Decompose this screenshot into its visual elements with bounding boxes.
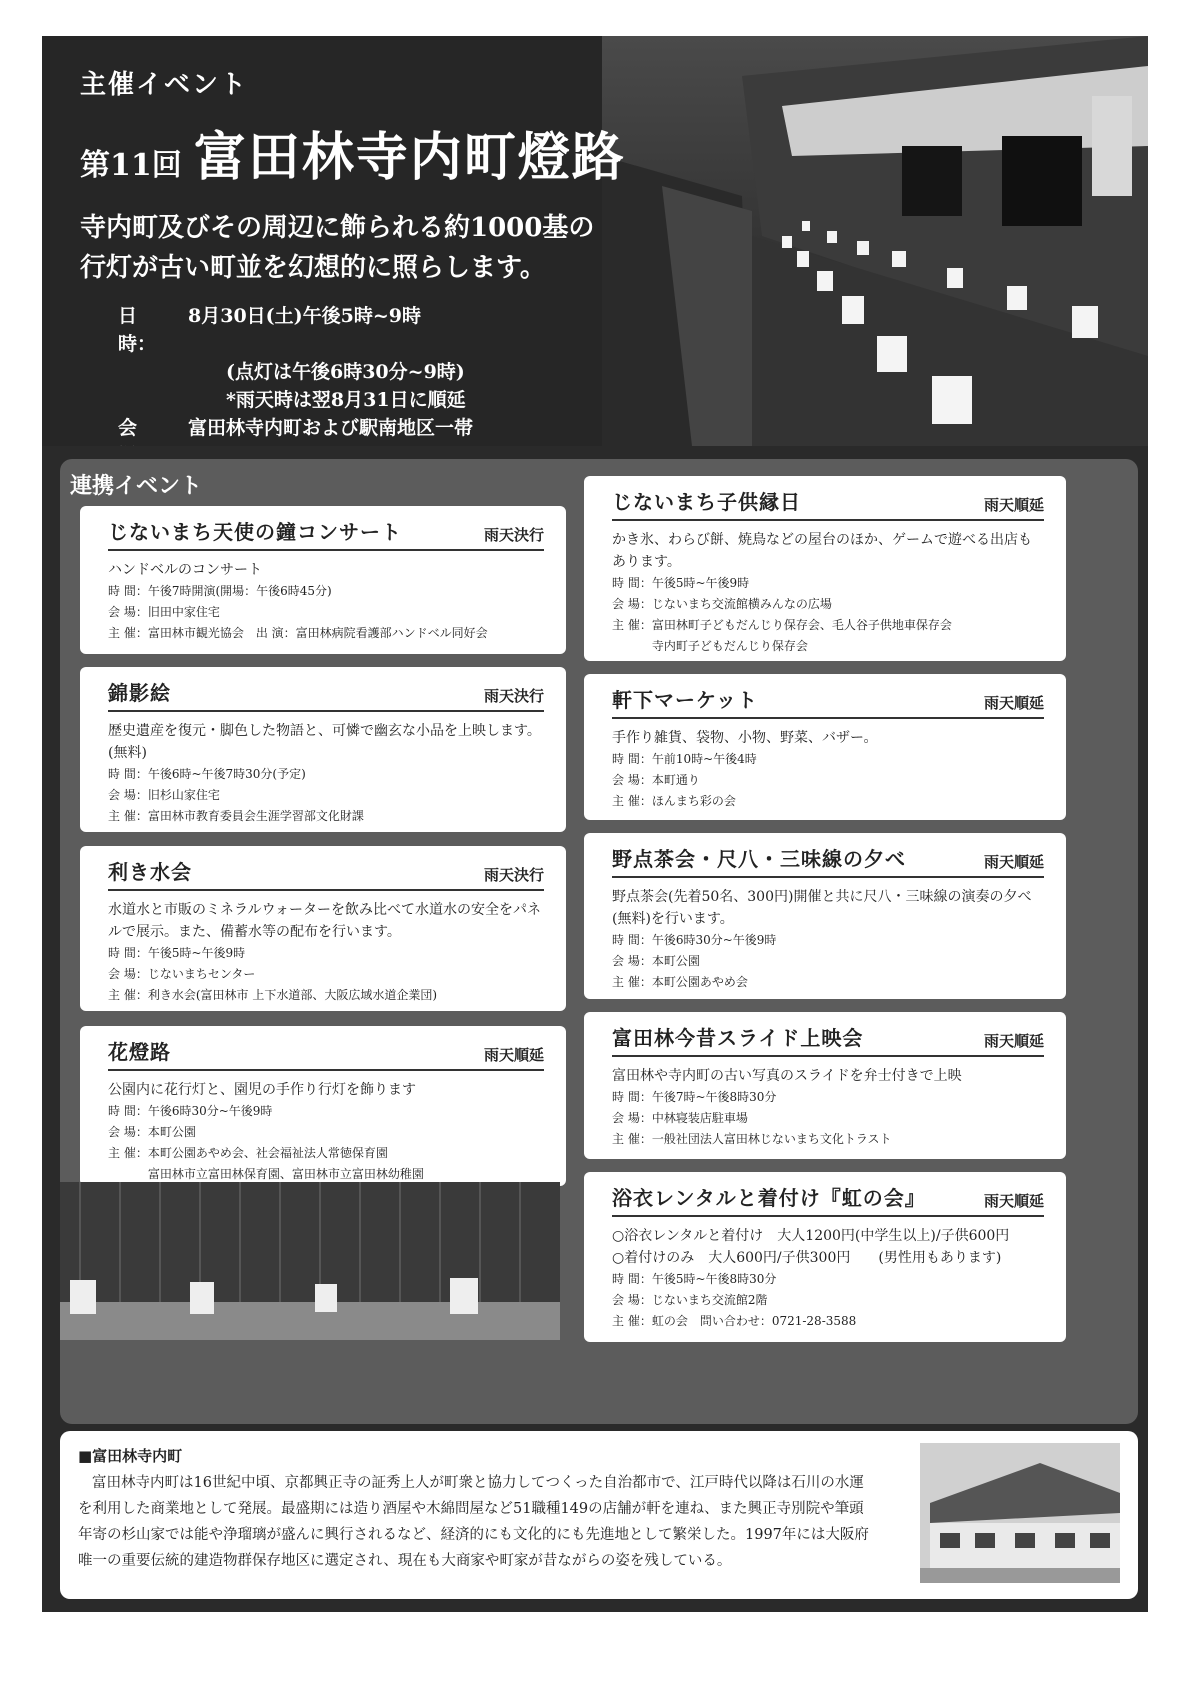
card-info-value: 本町公園 xyxy=(651,954,700,968)
card-info-key: 主 催： xyxy=(612,975,652,989)
card-info-value: 午後5時~午後9時 xyxy=(651,576,750,590)
card-info-key: 時 間： xyxy=(612,752,652,766)
date-value: 8月30日(土)午後5時~9時 xyxy=(188,305,422,327)
card-info-line xyxy=(108,785,544,806)
card-info-line xyxy=(108,581,544,602)
card-info-line xyxy=(612,972,1044,993)
card-info-value: 旧田中家住宅 xyxy=(147,605,220,619)
card-yukata-rental xyxy=(584,1172,1066,1342)
card-description: かき氷、わらび餅、焼鳥などの屋台のほか、ゲームで遊べる出店もあります。 xyxy=(612,532,1032,570)
card-info-key: 会 場： xyxy=(108,967,148,981)
event-poster xyxy=(42,36,1148,1612)
info-text: 富田林寺内町は16世紀中頃、京都興正寺の証秀上人が町衆と協力してつくった自治都市で、江戸時代以降は石川の水運を利用した商業地として発展。最盛期には造り酒屋や木綿問屋など51職種149の店舗が軒を連ね、また興正寺別院や筆頭年寄の杉山家では能や浄瑠璃が盛んに興行されるなど、経済的にも文化的にも先進地として繁栄した。1997年には大阪府唯一の重要伝統的建造物群保存地区に選定され、現在も大商家や町家が昔ながらの姿を残している。 xyxy=(78,1475,869,1569)
card-header xyxy=(108,1036,544,1071)
card-info-value: 旧杉山家住宅 xyxy=(147,788,220,802)
card-eaves-market xyxy=(584,674,1066,820)
card-info-key: 時 間： xyxy=(612,1272,652,1286)
card-info-value: 午後6時30分~午後9時 xyxy=(147,1104,273,1118)
card-info-key: 会 場： xyxy=(612,1111,652,1125)
card-info-line xyxy=(612,615,1044,657)
card-info-key: 会 場： xyxy=(612,773,652,787)
rain-policy-badge: 雨天順延 xyxy=(983,1032,1044,1050)
card-info-key: 会 場： xyxy=(612,954,652,968)
hero-section xyxy=(42,36,1148,446)
date-sub-2: *雨天時は翌8月31日に順延 xyxy=(226,389,466,411)
card-title: 錦影絵 xyxy=(108,681,171,705)
card-info-value: 午後5時~午後8時30分 xyxy=(651,1272,777,1286)
card-info-line xyxy=(612,770,1044,791)
card-header xyxy=(108,856,544,891)
card-title: 野点茶会・尺八・三味線の夕べ xyxy=(612,847,906,871)
card-description: 富田林や寺内町の古い写真のスライドを弁士付きで上映 xyxy=(612,1068,962,1084)
card-info-value: じないまちセンター xyxy=(147,967,256,981)
collab-events-panel xyxy=(60,459,1138,1424)
rain-policy-badge: 雨天順延 xyxy=(983,694,1044,712)
card-title: 利き水会 xyxy=(108,860,192,884)
lead-line-2: 行灯が古い町並を幻想的に照らします。 xyxy=(80,253,546,283)
card-info-key: 会 場： xyxy=(108,788,148,802)
card-info-key: 主 催： xyxy=(108,809,148,823)
card-info-key: 時 間： xyxy=(108,767,148,781)
card-info-key: 会 場： xyxy=(612,597,652,611)
card-description: 手作り雑貨、袋物、小物、野菜、バザー。 xyxy=(612,730,878,746)
card-info-line xyxy=(612,1087,1044,1108)
event-details xyxy=(80,302,640,446)
venue-key: 会 xyxy=(118,417,138,439)
date-sub-1: (点灯は午後6時30分~9時) xyxy=(226,361,465,383)
venue-value: 富田林寺内町および駅南地区一帯 xyxy=(188,417,474,439)
card-info-key: 主 催： xyxy=(612,1132,652,1146)
card-header xyxy=(612,684,1044,719)
card-info-value: 午前10時~午後4時 xyxy=(651,752,757,766)
card-slide-show xyxy=(584,1012,1066,1159)
card-info-key: 会 場： xyxy=(612,1293,652,1307)
card-info-line xyxy=(108,964,544,985)
card-info-key: 会 場： xyxy=(108,605,148,619)
card-info-line xyxy=(612,1108,1044,1129)
card-title: 軒下マーケット xyxy=(612,688,758,712)
card-kids-fair xyxy=(584,476,1066,661)
date-key: 日 時： xyxy=(118,305,157,355)
card-title: じないまち天使の鐘コンサート xyxy=(108,520,402,544)
card-description: 公園内に花行灯と、園児の手作り行灯を飾ります xyxy=(108,1082,416,1098)
card-info-line xyxy=(612,951,1044,972)
card-info-line xyxy=(108,1143,544,1185)
date-row xyxy=(118,302,640,358)
card-info-line xyxy=(108,806,544,827)
collab-events-title: 連携イベント xyxy=(70,474,203,499)
card-info-key: 時 間： xyxy=(108,584,148,598)
card-info-value: 一般社団法人富田林じないまち文化トラスト xyxy=(651,1132,892,1146)
hero-title-row xyxy=(80,115,640,190)
card-info-value: じないまち交流館横みんなの広場 xyxy=(651,597,832,611)
card-info-value: 午後7時開演(開場：午後6時45分) xyxy=(147,584,332,598)
card-info-key: 時 間： xyxy=(108,946,148,960)
card-header xyxy=(108,677,544,712)
lanterns-wall-photo xyxy=(60,1182,560,1340)
card-header xyxy=(612,1022,1044,1057)
card-info-value: 午後6時~午後7時30分(予定) xyxy=(147,767,306,781)
card-info-value: 虹の会 問い合わせ：0721-28-3588 xyxy=(651,1314,857,1328)
card-info-key: 主 催： xyxy=(612,618,652,632)
card-title: 富田林今昔スライド上映会 xyxy=(612,1026,864,1050)
card-info-key: 主 催： xyxy=(612,1314,652,1328)
venue-row xyxy=(118,414,640,446)
card-info-key: 主 催： xyxy=(108,626,148,640)
card-info-value: 富田林市教育委員会生涯学習部文化財課 xyxy=(147,809,364,823)
card-info-value: ほんまち彩の会 xyxy=(651,794,736,808)
card-water-tasting xyxy=(80,846,566,1011)
event-title: 富田林寺内町燈路 xyxy=(193,127,626,188)
edition-label: 第11回 xyxy=(80,148,182,183)
card-header xyxy=(612,1182,1044,1217)
rain-policy-badge: 雨天順延 xyxy=(983,496,1044,514)
card-info-line xyxy=(108,602,544,623)
card-info-key: 時 間： xyxy=(612,933,652,947)
rain-policy-badge: 雨天順延 xyxy=(483,1046,544,1064)
card-info-value: 利き水会(富田林市 上下水道部、大阪広域水道企業団) xyxy=(147,988,438,1002)
card-info-line xyxy=(612,1290,1044,1311)
card-info-line xyxy=(612,930,1044,951)
card-info-key: 主 催： xyxy=(108,1146,148,1160)
card-info-value: 午後7時~午後8時30分 xyxy=(651,1090,777,1104)
rain-policy-badge: 雨天決行 xyxy=(483,866,544,884)
card-description: ○浴衣レンタルと着付け 大人1200円(中学生以上)/子供600円 ○着付けのみ 大人600円/子供300円 (男性用もあります) xyxy=(612,1228,1010,1266)
card-info-value: じないまち交流館2階 xyxy=(651,1293,768,1307)
card-title: 花燈路 xyxy=(108,1040,171,1064)
card-info-line xyxy=(612,1269,1044,1290)
street-lanterns-photo xyxy=(602,36,1148,446)
card-info-line xyxy=(612,1311,1044,1332)
hero-text-block xyxy=(80,64,640,446)
card-header xyxy=(108,516,544,551)
card-info-line xyxy=(108,623,544,644)
lead-line-1: 寺内町及びその周辺に飾られる約1000基の xyxy=(80,213,595,243)
card-info-value: 午後5時~午後9時 xyxy=(147,946,246,960)
card-angel-bell-concert xyxy=(80,506,566,654)
card-info-line xyxy=(612,594,1044,615)
card-nishiki-kage-e xyxy=(80,667,566,832)
card-header xyxy=(612,486,1044,521)
card-description: ハンドベルのコンサート xyxy=(108,562,262,578)
card-info-key: 時 間： xyxy=(612,576,652,590)
card-info-value: 富田林町子どもだんじり保存会、毛人谷子供地車保存会 寺内町子どもだんじり保存会 xyxy=(651,618,952,653)
card-info-value: 中林寝装店駐車場 xyxy=(651,1111,748,1125)
card-header xyxy=(612,843,1044,878)
card-info-key: 主 催： xyxy=(108,988,148,1002)
rain-policy-badge: 雨天決行 xyxy=(483,526,544,544)
card-info-value: 本町通り xyxy=(651,773,700,787)
card-info-value: 本町公園 xyxy=(147,1125,196,1139)
info-title: ■富田林寺内町 xyxy=(78,1447,183,1465)
townhouse-photo xyxy=(920,1443,1120,1583)
card-info-value: 富田林市観光協会 出 演：富田林病院看護部ハンドベル同好会 xyxy=(147,626,488,640)
rain-policy-badge: 雨天順延 xyxy=(983,853,1044,871)
card-info-key: 会 場： xyxy=(108,1125,148,1139)
card-description: 歴史遺産を復元・脚色した物語と、可憐で幽玄な小品を上映します。(無料) xyxy=(108,723,541,761)
card-info-line xyxy=(108,1122,544,1143)
jinaimachi-info-box xyxy=(60,1431,1138,1599)
card-info-value: 本町公園あやめ会、社会福祉法人常徳保育園 富田林市立富田林保育園、富田林市立富田林幼稚園 xyxy=(147,1146,424,1181)
card-description: 水道水と市販のミネラルウォーターを飲み比べて水道水の安全をパネルで展示。また、備蓄水等の配布を行います。 xyxy=(108,902,542,940)
card-info-line xyxy=(612,573,1044,594)
card-info-line xyxy=(108,943,544,964)
card-info-line xyxy=(108,985,544,1006)
card-info-line xyxy=(108,764,544,785)
hero-lead xyxy=(80,208,640,288)
card-info-line xyxy=(612,791,1044,812)
card-info-line xyxy=(108,1101,544,1122)
host-event-label: 主催イベント xyxy=(80,70,249,100)
card-info-key: 時 間： xyxy=(108,1104,148,1118)
card-info-line xyxy=(612,1129,1044,1150)
card-info-value: 午後6時30分~午後9時 xyxy=(651,933,777,947)
card-title: 浴衣レンタルと着付け『虹の会』 xyxy=(612,1186,926,1210)
card-info-key: 時 間： xyxy=(612,1090,652,1104)
card-description: 野点茶会(先着50名、300円)開催と共に尺八・三味線の演奏の夕べ(無料)を行います。 xyxy=(612,889,1032,927)
rain-policy-badge: 雨天順延 xyxy=(983,1192,1044,1210)
card-info-line xyxy=(612,749,1044,770)
card-hana-toro xyxy=(80,1026,566,1186)
card-info-key: 主 催： xyxy=(612,794,652,808)
card-info-value: 本町公園あやめ会 xyxy=(651,975,748,989)
card-tea-shakuhachi-evening xyxy=(584,833,1066,999)
card-title: じないまち子供縁日 xyxy=(612,490,801,514)
rain-policy-badge: 雨天決行 xyxy=(483,687,544,705)
